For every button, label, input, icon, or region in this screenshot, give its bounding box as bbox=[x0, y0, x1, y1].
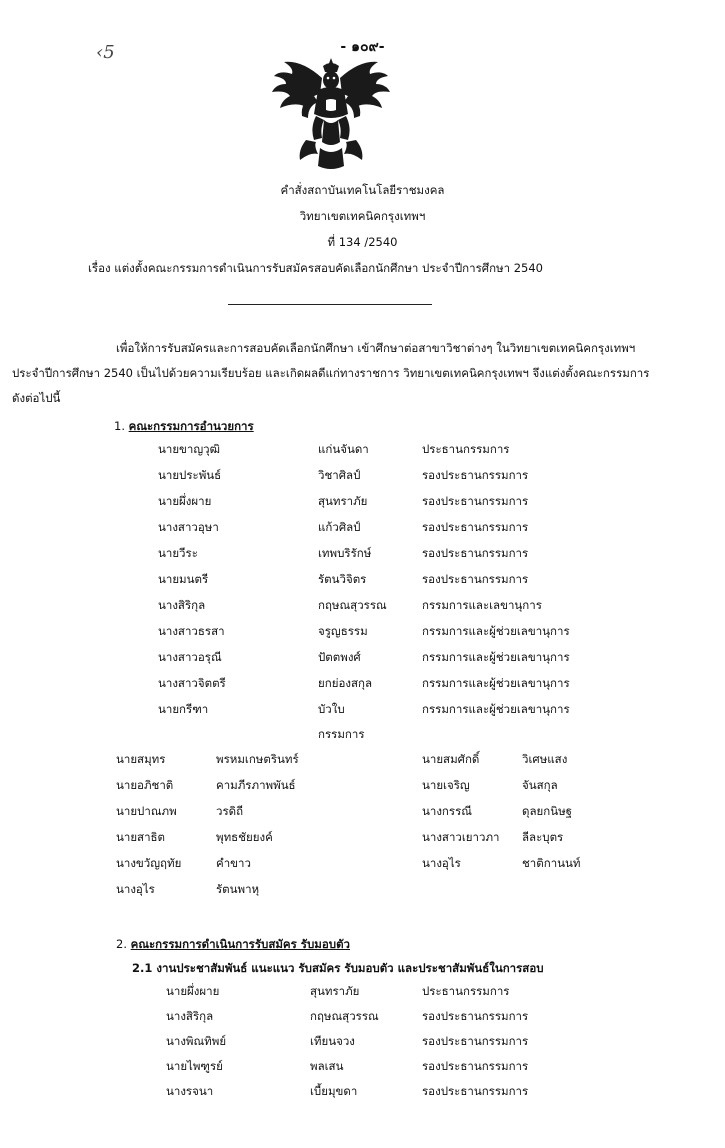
member-first-name: นางสิริกุล bbox=[158, 598, 206, 612]
member-first-name: นายวีระ bbox=[158, 546, 198, 560]
member-first-name: นายผึ่งผาย bbox=[158, 494, 212, 508]
header-line3: ที่ 134 /2540 bbox=[327, 235, 398, 249]
member-first-name: นายผึ่งผาย bbox=[166, 984, 220, 998]
member-last-name: ปัตตพงศ์ bbox=[318, 650, 361, 664]
member-first-name: นางสาวธรสา bbox=[158, 624, 225, 638]
committee-first-name: นางขวัญฤทัย bbox=[116, 856, 182, 870]
committee-first-name: นางสาวเยาวภา bbox=[422, 830, 500, 844]
committee-last-name: จันสกุล bbox=[522, 778, 558, 792]
committee-last-name: พุทธชัยยงค์ bbox=[216, 830, 273, 844]
committee-first-name: นางกรรณี bbox=[422, 804, 472, 818]
intro-line2: ประจำปีการศึกษา 2540 เป็นไปด้วยความเรียบร้อย และเกิดผลดีแก่ทางราชการ วิทยาเขตเทคนิคกรุงเทพฯ จึงแต่งตั้งคณะกรรมการ bbox=[12, 366, 650, 380]
member-role: รองประธานกรรมการ bbox=[422, 1034, 529, 1048]
member-role: รองประธานกรรมการ bbox=[422, 468, 529, 482]
intro-line3: ดังต่อไปนี้ bbox=[12, 391, 61, 405]
section1-title: คณะกรรมการอำนวยการ bbox=[128, 419, 254, 433]
member-last-name: เบี้ยมุขดา bbox=[310, 1084, 358, 1098]
member-last-name: บัวใบ bbox=[318, 702, 345, 716]
section1-heading bbox=[114, 418, 254, 436]
committee-last-name: วรดิถี bbox=[216, 804, 244, 818]
member-role: กรรมการและผู้ช่วยเลขานุการ bbox=[422, 624, 570, 638]
section1-num: 1. bbox=[114, 419, 125, 433]
committee-first-name: นายสมุทร bbox=[116, 752, 166, 766]
committee-first-name: นายอภิชาติ bbox=[116, 778, 174, 792]
committee-first-name: นายสาธิต bbox=[116, 830, 166, 844]
committee-first-name: นางอุไร bbox=[422, 856, 461, 870]
member-role: รองประธานกรรมการ bbox=[422, 546, 529, 560]
member-last-name: กฤษณสุวรรณ bbox=[310, 1009, 379, 1023]
committee-last-name: ลีละบุตร bbox=[522, 830, 564, 844]
section2-title: คณะกรรมการดำเนินการรับสมัคร รับมอบตัว bbox=[130, 937, 350, 951]
member-role: กรรมการและผู้ช่วยเลขานุการ bbox=[422, 676, 570, 690]
member-last-name: พลเสน bbox=[310, 1059, 344, 1073]
section2-sub: 2.1 งานประชาสัมพันธ์ แนะแนว รับสมัคร รับมอบตัว และประชาสัมพันธ์ในการสอบ bbox=[132, 961, 544, 975]
member-first-name: นางสาวอรุณี bbox=[158, 650, 222, 664]
member-last-name: รัตนวิจิตร bbox=[318, 572, 367, 586]
member-last-name: เทพบริรักษ์ bbox=[318, 546, 372, 560]
committee-first-name: นายเจริญ bbox=[422, 778, 470, 792]
member-role: ประธานกรรมการ bbox=[422, 984, 510, 998]
header-line1: คำสั่งสถาบันเทคโนโลยีราชมงคล bbox=[280, 183, 445, 197]
member-last-name: ยกย่องสกุล bbox=[318, 676, 372, 690]
member-first-name: นายมนตรี bbox=[158, 572, 209, 586]
header-line2: วิทยาเขตเทคนิคกรุงเทพฯ bbox=[299, 209, 426, 223]
committee-first-name: นายสมศักดิ์ bbox=[422, 752, 480, 766]
member-first-name: นางสาวจิตตรี bbox=[158, 676, 226, 690]
committee-last-name: คามภีรภาพพันธ์ bbox=[216, 778, 296, 792]
member-first-name: นายกรีฑา bbox=[158, 702, 209, 716]
member-role: รองประธานกรรมการ bbox=[422, 520, 529, 534]
member-role: รองประธานกรรมการ bbox=[422, 1009, 529, 1023]
member-role: รองประธานกรรมการ bbox=[422, 572, 529, 586]
member-role: รองประธานกรรมการ bbox=[422, 1084, 529, 1098]
member-last-name: กฤษณสุวรรณ bbox=[318, 598, 387, 612]
member-last-name: เทียนจวง bbox=[310, 1034, 355, 1048]
section2-num: 2. bbox=[116, 937, 127, 951]
handwritten-note: ‹5 bbox=[96, 42, 115, 63]
committee-last-name: รัตนพาหุ bbox=[216, 882, 260, 896]
committee-first-name: นายปาณภพ bbox=[116, 804, 177, 818]
subject-line: เรื่อง แต่งตั้งคณะกรรมการดำเนินการรับสมัครสอบคัดเลือกนักศึกษา ประจำปีการศึกษา 2540 bbox=[88, 261, 544, 275]
member-first-name: นางรจนา bbox=[166, 1084, 214, 1098]
member-first-name: นายไพฑูรย์ bbox=[166, 1059, 223, 1073]
member-role: ประธานกรรมการ bbox=[422, 442, 510, 456]
member-last-name: แก่นจันดา bbox=[318, 442, 369, 456]
intro-line1: เพื่อให้การรับสมัครและการสอบคัดเลือกนักศึกษา เข้าศึกษาต่อสาขาวิชาต่างๆ ในวิทยาเขตเทคนิคกรุงเทพฯ bbox=[116, 341, 636, 355]
section2-heading bbox=[116, 936, 350, 954]
member-last-name: วิชาศิลป์ bbox=[318, 468, 361, 482]
divider bbox=[228, 304, 432, 305]
member-last-name: จรูญธรรม bbox=[318, 624, 368, 638]
page-number: - ๑๐๙- bbox=[340, 39, 385, 55]
member-first-name: นางสิริกุล bbox=[166, 1009, 214, 1023]
member-role: รองประธานกรรมการ bbox=[422, 1059, 529, 1073]
committee-last-name: พรหมเกษตรินทร์ bbox=[216, 752, 299, 766]
member-last-name: แก้วศิลป์ bbox=[318, 520, 361, 534]
member-role: กรรมการและผู้ช่วยเลขานุการ bbox=[422, 702, 570, 716]
committee-last-name: ดุลยกนิษฐ bbox=[522, 804, 573, 818]
member-first-name: นางสาวอุษา bbox=[158, 520, 219, 534]
member-first-name: นางพิณทิพย์ bbox=[166, 1034, 227, 1048]
member-role: กรรมการและเลขานุการ bbox=[422, 598, 542, 612]
committee-first-name: นางอุไร bbox=[116, 882, 155, 896]
member-role: รองประธานกรรมการ bbox=[422, 494, 529, 508]
member-first-name: นายขาญวุฒิ bbox=[158, 442, 221, 456]
committee-last-name: ชาติกานนท์ bbox=[522, 856, 581, 870]
member-role: กรรมการและผู้ช่วยเลขานุการ bbox=[422, 650, 570, 664]
committee-label: กรรมการ bbox=[318, 727, 365, 741]
committee-last-name: คำขาว bbox=[216, 856, 251, 870]
committee-last-name: วิเศษแสง bbox=[522, 752, 568, 766]
member-first-name: นายประพันธ์ bbox=[158, 468, 222, 482]
member-last-name: สุนทราภัย bbox=[310, 984, 360, 998]
member-last-name: สุนทราภัย bbox=[318, 494, 368, 508]
garuda-emblem-icon bbox=[270, 56, 392, 172]
